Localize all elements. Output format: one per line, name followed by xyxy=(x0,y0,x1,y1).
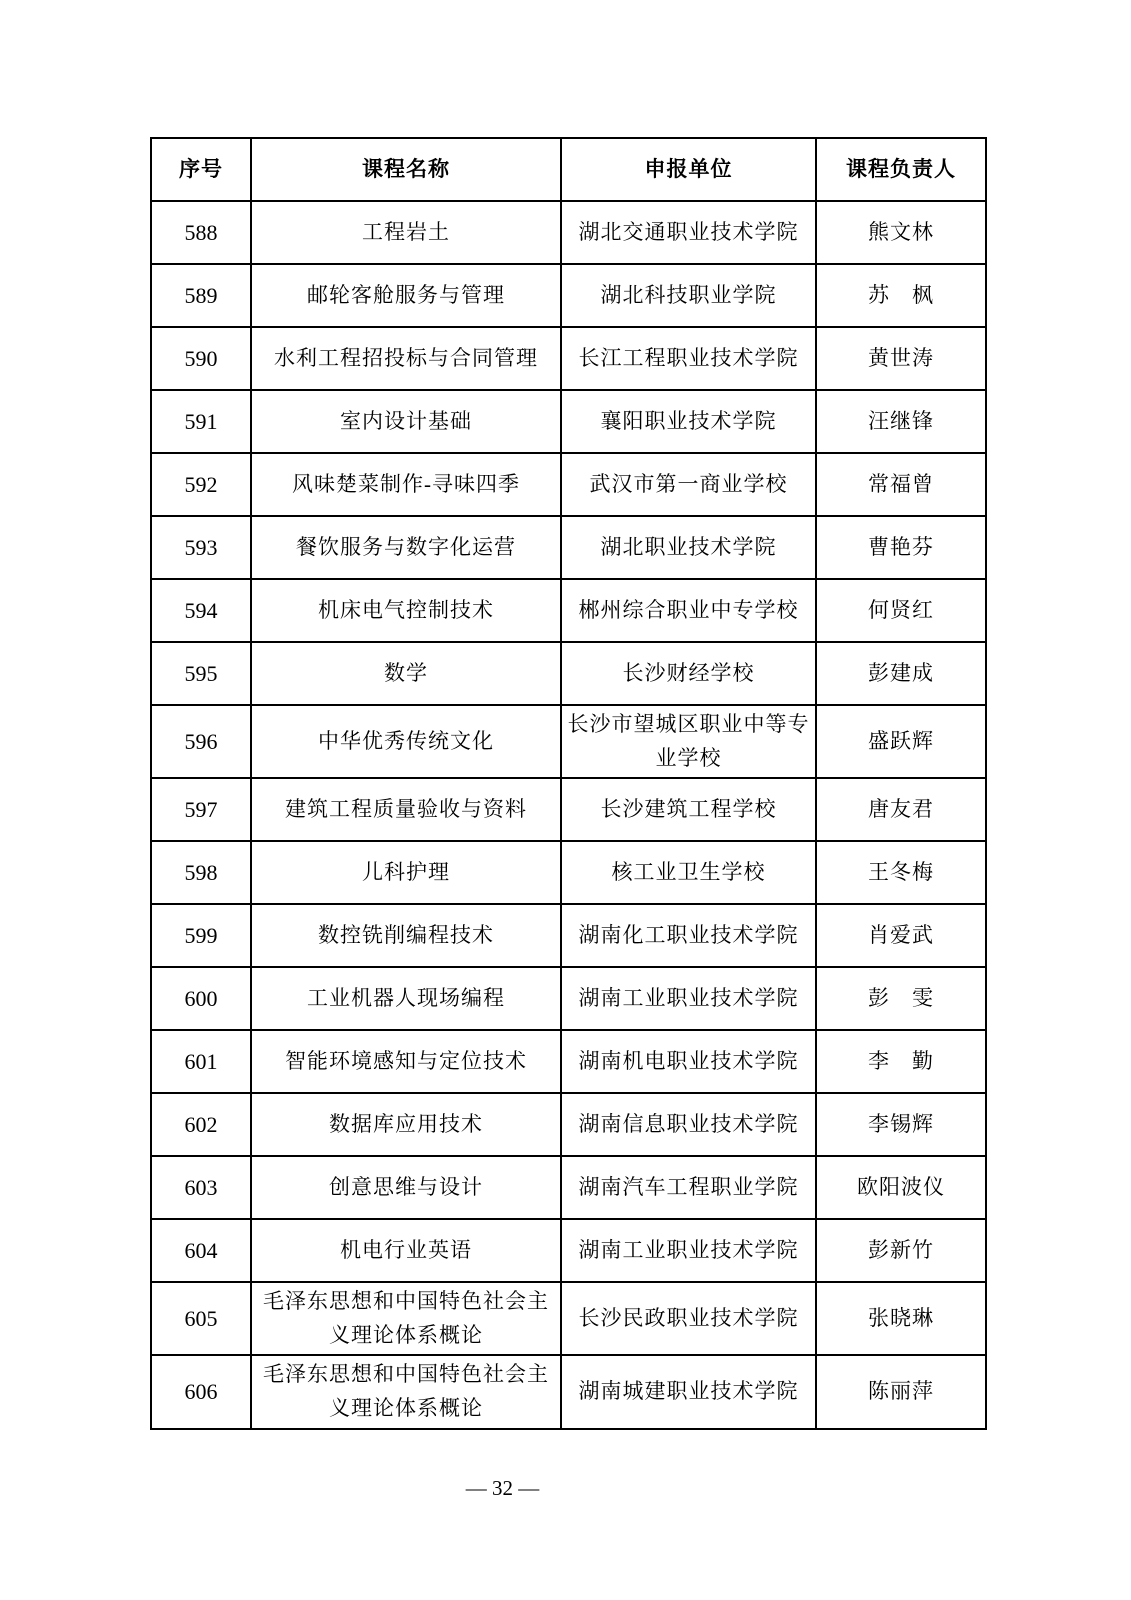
table-row xyxy=(151,264,986,327)
applicant-unit-cell: 湖南汽车工程职业学院 xyxy=(561,1156,816,1219)
table-row xyxy=(151,642,986,705)
serial-number-cell: 602 xyxy=(151,1093,251,1156)
course-leader-cell: 黄世涛 xyxy=(816,327,986,390)
table-row xyxy=(151,327,986,390)
serial-number-cell: 594 xyxy=(151,579,251,642)
serial-number-cell: 600 xyxy=(151,967,251,1030)
applicant-unit-cell: 长沙建筑工程学校 xyxy=(561,778,816,841)
serial-number-cell: 590 xyxy=(151,327,251,390)
course-leader-cell: 曹艳芬 xyxy=(816,516,986,579)
table-row xyxy=(151,967,986,1030)
course-leader-cell: 常福曾 xyxy=(816,453,986,516)
header-applicant-unit: 申报单位 xyxy=(561,138,816,201)
table-row xyxy=(151,579,986,642)
course-leader-cell: 彭 雯 xyxy=(816,967,986,1030)
course-name-cell: 机电行业英语 xyxy=(251,1219,561,1282)
course-name-cell: 数学 xyxy=(251,642,561,705)
applicant-unit-cell: 湖南机电职业技术学院 xyxy=(561,1030,816,1093)
header-serial-number: 序号 xyxy=(151,138,251,201)
serial-number-cell: 592 xyxy=(151,453,251,516)
course-leader-cell: 汪继锋 xyxy=(816,390,986,453)
course-leader-cell: 唐友君 xyxy=(816,778,986,841)
applicant-unit-cell: 长沙民政职业技术学院 xyxy=(561,1282,816,1355)
page-number: — 32 — xyxy=(465,1476,540,1500)
table-row xyxy=(151,1030,986,1093)
serial-number-cell: 588 xyxy=(151,201,251,264)
applicant-unit-cell: 武汉市第一商业学校 xyxy=(561,453,816,516)
table-row xyxy=(151,453,986,516)
course-name-cell: 毛泽东思想和中国特色社会主义理论体系概论 xyxy=(251,1282,561,1355)
course-name-cell: 室内设计基础 xyxy=(251,390,561,453)
course-leader-cell: 李 勤 xyxy=(816,1030,986,1093)
serial-number-cell: 598 xyxy=(151,841,251,904)
applicant-unit-cell: 长沙市望城区职业中等专业学校 xyxy=(561,705,816,778)
course-name-cell: 毛泽东思想和中国特色社会主义理论体系概论 xyxy=(251,1355,561,1428)
course-leader-cell: 苏 枫 xyxy=(816,264,986,327)
table-row xyxy=(151,904,986,967)
course-name-cell: 工业机器人现场编程 xyxy=(251,967,561,1030)
serial-number-cell: 601 xyxy=(151,1030,251,1093)
course-leader-cell: 盛跃辉 xyxy=(816,705,986,778)
course-leader-cell: 李锡辉 xyxy=(816,1093,986,1156)
table-row xyxy=(151,1093,986,1156)
table-row xyxy=(151,1282,986,1355)
course-name-cell: 中华优秀传统文化 xyxy=(251,705,561,778)
serial-number-cell: 596 xyxy=(151,705,251,778)
applicant-unit-cell: 湖南工业职业技术学院 xyxy=(561,967,816,1030)
serial-number-cell: 599 xyxy=(151,904,251,967)
applicant-unit-cell: 湖北交通职业技术学院 xyxy=(561,201,816,264)
table-row xyxy=(151,705,986,778)
applicant-unit-cell: 湖南城建职业技术学院 xyxy=(561,1355,816,1428)
course-name-cell: 机床电气控制技术 xyxy=(251,579,561,642)
applicant-unit-cell: 湖南化工职业技术学院 xyxy=(561,904,816,967)
applicant-unit-cell: 湖南工业职业技术学院 xyxy=(561,1219,816,1282)
serial-number-cell: 593 xyxy=(151,516,251,579)
applicant-unit-cell: 核工业卫生学校 xyxy=(561,841,816,904)
course-leader-cell: 何贤红 xyxy=(816,579,986,642)
course-name-cell: 数据库应用技术 xyxy=(251,1093,561,1156)
applicant-unit-cell: 长沙财经学校 xyxy=(561,642,816,705)
course-leader-cell: 王冬梅 xyxy=(816,841,986,904)
course-leader-cell: 肖爱武 xyxy=(816,904,986,967)
serial-number-cell: 595 xyxy=(151,642,251,705)
course-name-cell: 水利工程招投标与合同管理 xyxy=(251,327,561,390)
course-leader-cell: 张晓琳 xyxy=(816,1282,986,1355)
serial-number-cell: 606 xyxy=(151,1355,251,1428)
applicant-unit-cell: 湖北科技职业学院 xyxy=(561,264,816,327)
course-table xyxy=(150,137,987,1430)
course-name-cell: 建筑工程质量验收与资料 xyxy=(251,778,561,841)
course-leader-cell: 欧阳波仪 xyxy=(816,1156,986,1219)
course-leader-cell: 彭新竹 xyxy=(816,1219,986,1282)
table-row xyxy=(151,778,986,841)
applicant-unit-cell: 郴州综合职业中专学校 xyxy=(561,579,816,642)
table-header-row xyxy=(151,138,986,201)
header-course-name: 课程名称 xyxy=(251,138,561,201)
course-name-cell: 数控铣削编程技术 xyxy=(251,904,561,967)
table-row xyxy=(151,841,986,904)
header-course-leader: 课程负责人 xyxy=(816,138,986,201)
course-name-cell: 邮轮客舱服务与管理 xyxy=(251,264,561,327)
course-name-cell: 儿科护理 xyxy=(251,841,561,904)
table-row xyxy=(151,390,986,453)
table-row xyxy=(151,516,986,579)
table-row xyxy=(151,1219,986,1282)
serial-number-cell: 605 xyxy=(151,1282,251,1355)
course-leader-cell: 彭建成 xyxy=(816,642,986,705)
applicant-unit-cell: 长江工程职业技术学院 xyxy=(561,327,816,390)
serial-number-cell: 603 xyxy=(151,1156,251,1219)
course-name-cell: 餐饮服务与数字化运营 xyxy=(251,516,561,579)
course-name-cell: 工程岩土 xyxy=(251,201,561,264)
course-name-cell: 智能环境感知与定位技术 xyxy=(251,1030,561,1093)
course-name-cell: 创意思维与设计 xyxy=(251,1156,561,1219)
applicant-unit-cell: 湖南信息职业技术学院 xyxy=(561,1093,816,1156)
table-row xyxy=(151,1156,986,1219)
serial-number-cell: 604 xyxy=(151,1219,251,1282)
applicant-unit-cell: 湖北职业技术学院 xyxy=(561,516,816,579)
applicant-unit-cell: 襄阳职业技术学院 xyxy=(561,390,816,453)
course-name-cell: 风味楚菜制作-寻味四季 xyxy=(251,453,561,516)
table-row xyxy=(151,1355,986,1428)
course-leader-cell: 陈丽萍 xyxy=(816,1355,986,1428)
serial-number-cell: 589 xyxy=(151,264,251,327)
serial-number-cell: 597 xyxy=(151,778,251,841)
course-leader-cell: 熊文林 xyxy=(816,201,986,264)
serial-number-cell: 591 xyxy=(151,390,251,453)
table-row xyxy=(151,201,986,264)
